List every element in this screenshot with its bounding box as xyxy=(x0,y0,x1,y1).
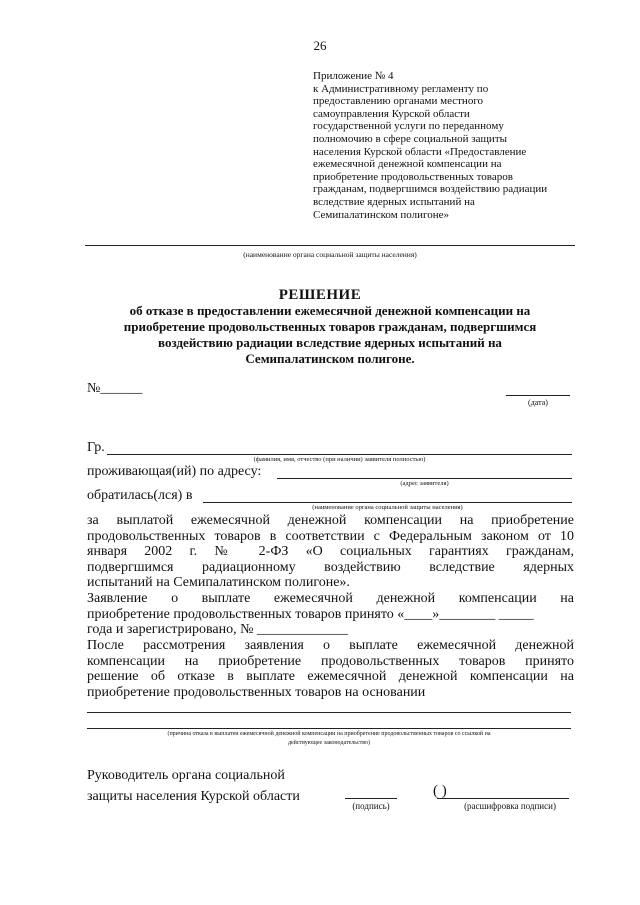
subtitle-line: об отказе в предоставлении ежемесячной денежной компенсации на xyxy=(129,303,531,318)
appendix-line: предоставлению органами местного xyxy=(313,95,484,108)
body-line: испытаний на Семипалатинском полигоне». xyxy=(87,575,350,591)
body-line: приобретение продовольственных товаров на основании xyxy=(87,684,426,700)
signature-line[interactable] xyxy=(345,798,397,799)
appendix-line: приобретение продовольственных товаров xyxy=(313,170,513,183)
body-line: компенсации на приобретение продовольственных товаров принято xyxy=(87,653,574,669)
body-line: решение об отказе в выплате ежемесячной денежной компенсации на xyxy=(87,669,574,685)
subtitle-line: приобретение продовольственных товаров гражданам, подвергшимся xyxy=(123,319,537,334)
transcript-paren: ( ) xyxy=(433,783,447,799)
appendix-line: самоуправления Курской области xyxy=(313,107,470,120)
appendix-line: полномочию в сфере социальной защиты xyxy=(313,132,508,145)
applied-org-line[interactable] xyxy=(203,502,572,503)
applied-label: обратилась(лся) в xyxy=(87,488,193,503)
body-paragraph-2 xyxy=(87,591,574,638)
body-line: января 2002 г. № 2-ФЗ «О социальных гарантиях гражданам, xyxy=(87,544,574,560)
body-line: продовольственных товаров в соответствии с Федеральным законом от 10 xyxy=(87,528,574,544)
appendix-line: Приложение № 4 xyxy=(313,70,394,82)
appendix-line: Семипалатинском полигоне» xyxy=(313,208,450,221)
date-caption: (дата) xyxy=(528,398,548,407)
reason-line[interactable] xyxy=(87,728,571,729)
appendix-line: к Административному регламенту по xyxy=(313,82,489,95)
body-line: подвергшимся радиационному воздействию вследствие ядерных xyxy=(87,559,574,575)
citizen-caption: (фамилия, имя, отчество (при наличии) заявителя полностью) xyxy=(253,456,426,463)
appendix-line: государственной услуги по переданному xyxy=(313,120,504,133)
subtitle-line: Семипалатинском полигоне. xyxy=(245,351,415,366)
transcript-line[interactable] xyxy=(437,798,569,799)
appendix-line: гражданам, подвергшимся воздействию радиации xyxy=(313,183,548,196)
address-label: проживающая(ий) по адресу: xyxy=(87,464,262,479)
address-caption: (адрес заявителя) xyxy=(400,480,449,487)
org-name-caption: (наименование органа социальной защиты населения) xyxy=(243,250,417,259)
address-line[interactable] xyxy=(277,478,572,479)
subtitle-line: воздействию радиации вследствие ядерных испытаний на xyxy=(158,335,502,350)
body-paragraph-1 xyxy=(87,513,574,591)
decision-number-field[interactable]: №______ xyxy=(87,381,143,396)
body-line[interactable]: приобретение продовольственных товаров принято «____»________ _____ xyxy=(87,606,534,622)
signature-caption: (подпись) xyxy=(352,801,390,811)
reason-caption-line: действующее законодательство) xyxy=(287,740,371,746)
document-subtitle xyxy=(80,303,580,367)
reason-caption xyxy=(87,730,571,748)
head-title-line: защиты населения Курской области xyxy=(87,789,300,804)
head-title xyxy=(87,765,300,807)
appendix-line: населения Курской области «Предоставление xyxy=(313,145,527,158)
head-title-line: Руководитель органа социальной xyxy=(87,768,285,783)
body-paragraph-3 xyxy=(87,638,574,700)
document-title: РЕШЕНИЕ xyxy=(278,287,362,303)
page-number: 26 xyxy=(313,38,327,53)
org-name-line xyxy=(85,245,575,246)
citizen-name-line[interactable] xyxy=(107,454,572,455)
citizen-label: Гр. xyxy=(87,440,105,455)
appendix-line: вследствие ядерных испытаний на xyxy=(313,195,475,208)
transcript-caption: (расшифровка подписи) xyxy=(464,801,556,811)
appendix-block xyxy=(313,70,583,221)
date-line[interactable] xyxy=(506,395,570,396)
reason-caption-line: (причина отказа в выплатеи ежемесячной денежной компенсации на приобретение продовольственных товаров со ссылкой на xyxy=(167,731,491,737)
body-line[interactable]: года и зарегистрировано, № _____________ xyxy=(87,622,348,638)
appendix-line: ежемесячной денежной компенсации на xyxy=(313,158,502,171)
applied-caption: (наименование органа социальной защиты населения) xyxy=(312,504,463,511)
body-line: После рассмотрения заявления о выплате ежемесячной денежной xyxy=(87,638,574,653)
body-line: Заявление о выплате ежемесячной денежной компенсации на xyxy=(87,591,574,606)
reason-line[interactable] xyxy=(87,712,571,713)
body-line: за выплатой ежемесячной денежной компенсации на приобретение xyxy=(87,513,574,528)
